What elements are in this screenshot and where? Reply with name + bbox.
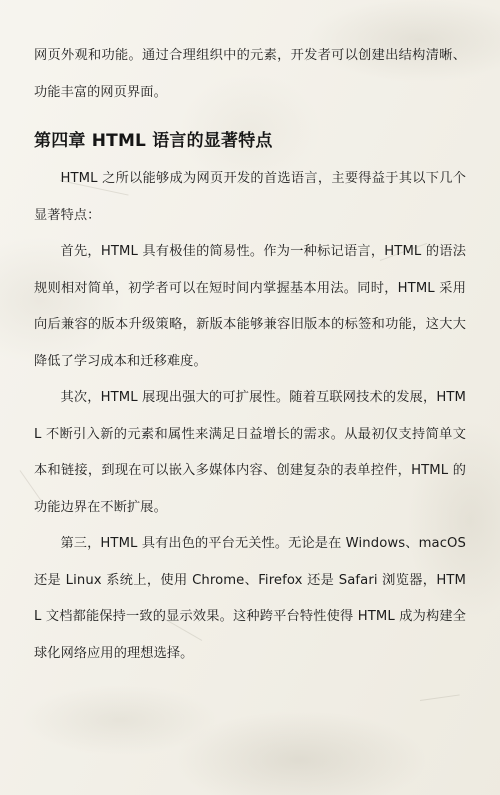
document-page [34, 38, 466, 672]
chapter-heading: 第四章 HTML 语言的显著特点 [34, 131, 273, 151]
body-paragraph-platform-independence: 第三，HTML 具有出色的平台无关性。无论是在 Windows、macOS 还是 Linux 系统上，使用 Chrome、Firefox 还是 Safari 浏览器，HTML 文档都能保持一致的显示效果。这种跨平台特性使得 HTML 成为构建全球化网络应用的理想选择。 [34, 536, 466, 661]
intro-paragraph: 网页外观和功能。通过合理组织中的元素，开发者可以创建出结构清晰、功能丰富的网页界面。 [34, 48, 466, 100]
body-paragraph-extensibility: 其次，HTML 展现出强大的可扩展性。随着互联网技术的发展，HTML 不断引入新的元素和属性来满足日益增长的需求。从最初仅支持简单文本和链接，到现在可以嵌入多媒体内容、创建复杂的表单控件，HTML 的功能边界在不断扩展。 [34, 390, 466, 515]
body-paragraph-intro: HTML 之所以能够成为网页开发的首选语言，主要得益于其以下几个显著特点： [34, 171, 466, 223]
body-paragraph-simplicity: 首先，HTML 具有极佳的简易性。作为一种标记语言，HTML 的语法规则相对简单，初学者可以在短时间内掌握基本用法。同时，HTML 采用向后兼容的版本升级策略，新版本能够兼容旧版本的标签和功能，这大大降低了学习成本和迁移难度。 [34, 244, 466, 369]
